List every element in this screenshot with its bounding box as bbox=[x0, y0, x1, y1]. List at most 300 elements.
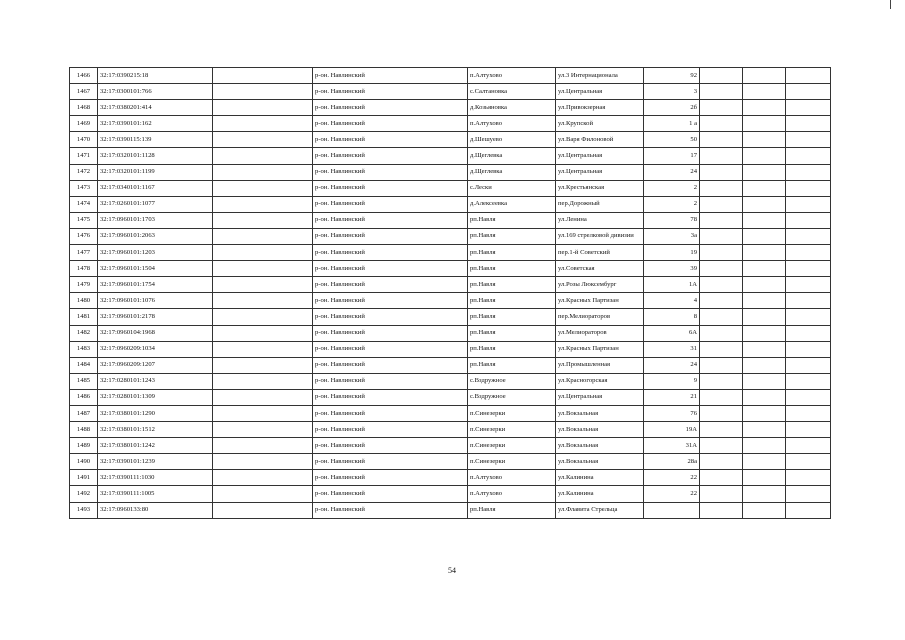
empty-cell bbox=[213, 502, 313, 518]
extra-cell bbox=[786, 148, 831, 164]
house-number-cell: 3а bbox=[644, 228, 700, 244]
row-number-cell: 1489 bbox=[70, 438, 98, 454]
district-cell: р-он. Навлинский bbox=[313, 293, 468, 309]
house-number-cell: 2 bbox=[644, 180, 700, 196]
extra-cell bbox=[743, 405, 786, 421]
page-number: 54 bbox=[448, 566, 456, 575]
empty-cell bbox=[213, 68, 313, 84]
row-number-cell: 1490 bbox=[70, 454, 98, 470]
settlement-cell: с.Вздружное bbox=[468, 389, 556, 405]
extra-cell bbox=[743, 438, 786, 454]
extra-cell bbox=[786, 228, 831, 244]
district-cell: р-он. Навлинский bbox=[313, 341, 468, 357]
extra-cell bbox=[700, 261, 743, 277]
district-cell: р-он. Навлинский bbox=[313, 228, 468, 244]
district-cell: р-он. Навлинский bbox=[313, 373, 468, 389]
house-number-cell: 1 а bbox=[644, 116, 700, 132]
cadastral-number-cell: 32:17:0960101:2178 bbox=[98, 309, 213, 325]
extra-cell bbox=[743, 196, 786, 212]
district-cell: р-он. Навлинский bbox=[313, 164, 468, 180]
settlement-cell: рп.Навля bbox=[468, 325, 556, 341]
district-cell: р-он. Навлинский bbox=[313, 309, 468, 325]
table-row bbox=[70, 502, 831, 518]
row-number-cell: 1487 bbox=[70, 405, 98, 421]
extra-cell bbox=[786, 373, 831, 389]
extra-cell bbox=[786, 245, 831, 261]
extra-cell bbox=[743, 309, 786, 325]
extra-cell bbox=[743, 341, 786, 357]
extra-cell bbox=[700, 196, 743, 212]
district-cell: р-он. Навлинский bbox=[313, 148, 468, 164]
extra-cell bbox=[786, 84, 831, 100]
table-row bbox=[70, 132, 831, 148]
empty-cell bbox=[213, 84, 313, 100]
street-cell: пер.1-й Советский bbox=[556, 245, 644, 261]
empty-cell bbox=[213, 357, 313, 373]
street-cell: ул.Розы Люксембург bbox=[556, 277, 644, 293]
house-number-cell: 17 bbox=[644, 148, 700, 164]
extra-cell bbox=[700, 438, 743, 454]
row-number-cell: 1481 bbox=[70, 309, 98, 325]
extra-cell bbox=[786, 405, 831, 421]
house-number-cell: 28а bbox=[644, 454, 700, 470]
scan-edge-mark bbox=[890, 0, 891, 9]
row-number-cell: 1469 bbox=[70, 116, 98, 132]
extra-cell bbox=[786, 116, 831, 132]
table-row bbox=[70, 261, 831, 277]
cadastral-number-cell: 32:17:0320101:1199 bbox=[98, 164, 213, 180]
district-cell: р-он. Навлинский bbox=[313, 438, 468, 454]
settlement-cell: рп.Навля bbox=[468, 212, 556, 228]
row-number-cell: 1485 bbox=[70, 373, 98, 389]
house-number-cell: 2 bbox=[644, 196, 700, 212]
empty-cell bbox=[213, 293, 313, 309]
extra-cell bbox=[700, 293, 743, 309]
table-row bbox=[70, 325, 831, 341]
row-number-cell: 1466 bbox=[70, 68, 98, 84]
row-number-cell: 1471 bbox=[70, 148, 98, 164]
street-cell: пер.Мелиораторов bbox=[556, 309, 644, 325]
extra-cell bbox=[786, 389, 831, 405]
street-cell: ул.Крестьянская bbox=[556, 180, 644, 196]
extra-cell bbox=[786, 277, 831, 293]
house-number-cell: 76 bbox=[644, 405, 700, 421]
extra-cell bbox=[786, 132, 831, 148]
row-number-cell: 1478 bbox=[70, 261, 98, 277]
table-row bbox=[70, 116, 831, 132]
table-row bbox=[70, 164, 831, 180]
house-number-cell: 6А bbox=[644, 325, 700, 341]
empty-cell bbox=[213, 454, 313, 470]
registry-table-body bbox=[70, 68, 831, 519]
district-cell: р-он. Навлинский bbox=[313, 486, 468, 502]
street-cell: ул.Варя Филоновой bbox=[556, 132, 644, 148]
house-number-cell: 22 bbox=[644, 470, 700, 486]
extra-cell bbox=[700, 228, 743, 244]
cadastral-number-cell: 32:17:0960101:2063 bbox=[98, 228, 213, 244]
extra-cell bbox=[700, 341, 743, 357]
cadastral-number-cell: 32:17:0260101:1077 bbox=[98, 196, 213, 212]
table-row bbox=[70, 405, 831, 421]
row-number-cell: 1492 bbox=[70, 486, 98, 502]
house-number-cell: 3 bbox=[644, 84, 700, 100]
empty-cell bbox=[213, 116, 313, 132]
cadastral-number-cell: 32:17:0390115:139 bbox=[98, 132, 213, 148]
street-cell: ул.169 стрелковой дивизии bbox=[556, 228, 644, 244]
extra-cell bbox=[743, 470, 786, 486]
row-number-cell: 1488 bbox=[70, 422, 98, 438]
district-cell: р-он. Навлинский bbox=[313, 470, 468, 486]
table-row bbox=[70, 309, 831, 325]
empty-cell bbox=[213, 341, 313, 357]
row-number-cell: 1480 bbox=[70, 293, 98, 309]
district-cell: р-он. Навлинский bbox=[313, 261, 468, 277]
table-row bbox=[70, 100, 831, 116]
street-cell: ул.Ленина bbox=[556, 212, 644, 228]
street-cell: ул.Центральная bbox=[556, 148, 644, 164]
empty-cell bbox=[213, 148, 313, 164]
settlement-cell: д.Козьяновка bbox=[468, 100, 556, 116]
house-number-cell: 31 bbox=[644, 341, 700, 357]
house-number-cell: 92 bbox=[644, 68, 700, 84]
table-row bbox=[70, 389, 831, 405]
settlement-cell: д.Щеглевка bbox=[468, 164, 556, 180]
extra-cell bbox=[700, 212, 743, 228]
extra-cell bbox=[743, 116, 786, 132]
cadastral-number-cell: 32:17:0380201:414 bbox=[98, 100, 213, 116]
cadastral-number-cell: 32:17:0320101:1128 bbox=[98, 148, 213, 164]
street-cell: ул.Калинина bbox=[556, 470, 644, 486]
table-row bbox=[70, 68, 831, 84]
empty-cell bbox=[213, 180, 313, 196]
extra-cell bbox=[700, 180, 743, 196]
district-cell: р-он. Навлинский bbox=[313, 132, 468, 148]
settlement-cell: рп.Навля bbox=[468, 309, 556, 325]
extra-cell bbox=[786, 470, 831, 486]
row-number-cell: 1472 bbox=[70, 164, 98, 180]
district-cell: р-он. Навлинский bbox=[313, 405, 468, 421]
empty-cell bbox=[213, 438, 313, 454]
empty-cell bbox=[213, 325, 313, 341]
extra-cell bbox=[786, 261, 831, 277]
extra-cell bbox=[700, 68, 743, 84]
cadastral-number-cell: 32:17:0960133:80 bbox=[98, 502, 213, 518]
empty-cell bbox=[213, 261, 313, 277]
extra-cell bbox=[743, 486, 786, 502]
house-number-cell: 9 bbox=[644, 373, 700, 389]
table-row bbox=[70, 373, 831, 389]
extra-cell bbox=[786, 325, 831, 341]
settlement-cell: рп.Навля bbox=[468, 341, 556, 357]
extra-cell bbox=[786, 502, 831, 518]
extra-cell bbox=[786, 100, 831, 116]
cadastral-number-cell: 32:17:0390111:1005 bbox=[98, 486, 213, 502]
street-cell: ул.Крупской bbox=[556, 116, 644, 132]
settlement-cell: рп.Навля bbox=[468, 502, 556, 518]
settlement-cell: п.Алтухово bbox=[468, 116, 556, 132]
extra-cell bbox=[743, 245, 786, 261]
empty-cell bbox=[213, 132, 313, 148]
extra-cell bbox=[700, 373, 743, 389]
settlement-cell: рп.Навля bbox=[468, 261, 556, 277]
street-cell: ул.3 Интернационала bbox=[556, 68, 644, 84]
extra-cell bbox=[700, 277, 743, 293]
row-number-cell: 1467 bbox=[70, 84, 98, 100]
extra-cell bbox=[786, 422, 831, 438]
house-number-cell: 22 bbox=[644, 486, 700, 502]
cadastral-number-cell: 32:17:0390101:1239 bbox=[98, 454, 213, 470]
table-row bbox=[70, 422, 831, 438]
extra-cell bbox=[786, 164, 831, 180]
house-number-cell: 78 bbox=[644, 212, 700, 228]
district-cell: р-он. Навлинский bbox=[313, 245, 468, 261]
extra-cell bbox=[743, 164, 786, 180]
extra-cell bbox=[743, 277, 786, 293]
empty-cell bbox=[213, 212, 313, 228]
settlement-cell: п.Алтухово bbox=[468, 68, 556, 84]
cadastral-number-cell: 32:17:0280101:1309 bbox=[98, 389, 213, 405]
empty-cell bbox=[213, 164, 313, 180]
row-number-cell: 1473 bbox=[70, 180, 98, 196]
extra-cell bbox=[700, 164, 743, 180]
cadastral-number-cell: 32:17:0960101:1203 bbox=[98, 245, 213, 261]
house-number-cell: 50 bbox=[644, 132, 700, 148]
house-number-cell: 19 bbox=[644, 245, 700, 261]
district-cell: р-он. Навлинский bbox=[313, 325, 468, 341]
extra-cell bbox=[700, 389, 743, 405]
street-cell: ул.Вокзальная bbox=[556, 422, 644, 438]
extra-cell bbox=[743, 325, 786, 341]
row-number-cell: 1486 bbox=[70, 389, 98, 405]
house-number-cell: 24 bbox=[644, 357, 700, 373]
cadastral-number-cell: 32:17:0960101:1754 bbox=[98, 277, 213, 293]
district-cell: р-он. Навлинский bbox=[313, 502, 468, 518]
house-number-cell: 39 bbox=[644, 261, 700, 277]
extra-cell bbox=[786, 438, 831, 454]
extra-cell bbox=[743, 68, 786, 84]
cadastral-number-cell: 32:17:0340101:1167 bbox=[98, 180, 213, 196]
extra-cell bbox=[700, 132, 743, 148]
extra-cell bbox=[786, 454, 831, 470]
district-cell: р-он. Навлинский bbox=[313, 277, 468, 293]
table-row bbox=[70, 293, 831, 309]
empty-cell bbox=[213, 486, 313, 502]
row-number-cell: 1470 bbox=[70, 132, 98, 148]
street-cell: ул.Вокзальная bbox=[556, 405, 644, 421]
extra-cell bbox=[700, 357, 743, 373]
table-row bbox=[70, 438, 831, 454]
district-cell: р-он. Навлинский bbox=[313, 454, 468, 470]
row-number-cell: 1479 bbox=[70, 277, 98, 293]
settlement-cell: с.Вздружное bbox=[468, 373, 556, 389]
table-row bbox=[70, 454, 831, 470]
house-number-cell: 2б bbox=[644, 100, 700, 116]
street-cell: ул.Красных Партизан bbox=[556, 341, 644, 357]
cadastral-number-cell: 32:17:0960209:1034 bbox=[98, 341, 213, 357]
extra-cell bbox=[700, 148, 743, 164]
extra-cell bbox=[743, 261, 786, 277]
extra-cell bbox=[786, 293, 831, 309]
extra-cell bbox=[743, 228, 786, 244]
extra-cell bbox=[700, 486, 743, 502]
extra-cell bbox=[786, 212, 831, 228]
settlement-cell: рп.Навля bbox=[468, 293, 556, 309]
settlement-cell: п.Синезерки bbox=[468, 454, 556, 470]
extra-cell bbox=[700, 470, 743, 486]
street-cell: ул.Промышленная bbox=[556, 357, 644, 373]
settlement-cell: рп.Навля bbox=[468, 245, 556, 261]
district-cell: р-он. Навлинский bbox=[313, 84, 468, 100]
street-cell: ул.Центральная bbox=[556, 389, 644, 405]
cadastral-number-cell: 32:17:0390101:162 bbox=[98, 116, 213, 132]
extra-cell bbox=[700, 245, 743, 261]
extra-cell bbox=[700, 325, 743, 341]
district-cell: р-он. Навлинский bbox=[313, 196, 468, 212]
extra-cell bbox=[743, 454, 786, 470]
district-cell: р-он. Навлинский bbox=[313, 389, 468, 405]
extra-cell bbox=[743, 373, 786, 389]
extra-cell bbox=[743, 422, 786, 438]
street-cell: ул.Вокзальная bbox=[556, 438, 644, 454]
table-row bbox=[70, 341, 831, 357]
house-number-cell: 31А bbox=[644, 438, 700, 454]
street-cell: ул.Привокзерная bbox=[556, 100, 644, 116]
empty-cell bbox=[213, 245, 313, 261]
district-cell: р-он. Навлинский bbox=[313, 116, 468, 132]
extra-cell bbox=[786, 486, 831, 502]
extra-cell bbox=[743, 100, 786, 116]
house-number-cell: 21 bbox=[644, 389, 700, 405]
settlement-cell: п.Синезерки bbox=[468, 405, 556, 421]
extra-cell bbox=[743, 84, 786, 100]
district-cell: р-он. Навлинский bbox=[313, 180, 468, 196]
empty-cell bbox=[213, 389, 313, 405]
settlement-cell: п.Алтухово bbox=[468, 486, 556, 502]
street-cell: ул.Флавита Стрельца bbox=[556, 502, 644, 518]
empty-cell bbox=[213, 405, 313, 421]
extra-cell bbox=[743, 132, 786, 148]
district-cell: р-он. Навлинский bbox=[313, 357, 468, 373]
table-row bbox=[70, 148, 831, 164]
row-number-cell: 1476 bbox=[70, 228, 98, 244]
extra-cell bbox=[700, 84, 743, 100]
extra-cell bbox=[786, 196, 831, 212]
settlement-cell: с.Лески bbox=[468, 180, 556, 196]
extra-cell bbox=[700, 502, 743, 518]
cadastral-number-cell: 32:17:0300101:766 bbox=[98, 84, 213, 100]
cadastral-number-cell: 32:17:0960101:1076 bbox=[98, 293, 213, 309]
street-cell: ул.Центральная bbox=[556, 164, 644, 180]
empty-cell bbox=[213, 309, 313, 325]
extra-cell bbox=[743, 389, 786, 405]
empty-cell bbox=[213, 373, 313, 389]
cadastral-number-cell: 32:17:0380101:1290 bbox=[98, 405, 213, 421]
cadastral-number-cell: 32:17:0960101:1703 bbox=[98, 212, 213, 228]
extra-cell bbox=[700, 116, 743, 132]
extra-cell bbox=[700, 422, 743, 438]
settlement-cell: д.Шешуево bbox=[468, 132, 556, 148]
table-row bbox=[70, 486, 831, 502]
row-number-cell: 1475 bbox=[70, 212, 98, 228]
row-number-cell: 1491 bbox=[70, 470, 98, 486]
extra-cell bbox=[786, 357, 831, 373]
table-row bbox=[70, 228, 831, 244]
settlement-cell: п.Синезерки bbox=[468, 422, 556, 438]
extra-cell bbox=[700, 309, 743, 325]
extra-cell bbox=[786, 68, 831, 84]
cadastral-number-cell: 32:17:0390111:1030 bbox=[98, 470, 213, 486]
table-row bbox=[70, 277, 831, 293]
street-cell: ул.Центральная bbox=[556, 84, 644, 100]
row-number-cell: 1493 bbox=[70, 502, 98, 518]
settlement-cell: д.Алексеевка bbox=[468, 196, 556, 212]
cadastral-number-cell: 32:17:0960209:1207 bbox=[98, 357, 213, 373]
cadastral-number-cell: 32:17:0960104:1968 bbox=[98, 325, 213, 341]
district-cell: р-он. Навлинский bbox=[313, 422, 468, 438]
row-number-cell: 1484 bbox=[70, 357, 98, 373]
row-number-cell: 1474 bbox=[70, 196, 98, 212]
settlement-cell: д.Щеглевка bbox=[468, 148, 556, 164]
cadastral-number-cell: 32:17:0380101:1242 bbox=[98, 438, 213, 454]
settlement-cell: п.Алтухово bbox=[468, 470, 556, 486]
empty-cell bbox=[213, 196, 313, 212]
extra-cell bbox=[700, 100, 743, 116]
cadastral-number-cell: 32:17:0380101:1512 bbox=[98, 422, 213, 438]
street-cell: ул.Советская bbox=[556, 261, 644, 277]
district-cell: р-он. Навлинский bbox=[313, 212, 468, 228]
table-row bbox=[70, 84, 831, 100]
settlement-cell: рп.Навля bbox=[468, 228, 556, 244]
house-number-cell: 8 bbox=[644, 309, 700, 325]
extra-cell bbox=[700, 454, 743, 470]
district-cell: р-он. Навлинский bbox=[313, 100, 468, 116]
street-cell: ул.Мелиораторов bbox=[556, 325, 644, 341]
row-number-cell: 1468 bbox=[70, 100, 98, 116]
empty-cell bbox=[213, 100, 313, 116]
extra-cell bbox=[786, 309, 831, 325]
street-cell: ул.Калинина bbox=[556, 486, 644, 502]
street-cell: ул.Вокзальная bbox=[556, 454, 644, 470]
street-cell: ул.Красных Партизан bbox=[556, 293, 644, 309]
cadastral-number-cell: 32:17:0960101:1504 bbox=[98, 261, 213, 277]
house-number-cell bbox=[644, 502, 700, 518]
empty-cell bbox=[213, 470, 313, 486]
table-row bbox=[70, 196, 831, 212]
table-row bbox=[70, 212, 831, 228]
house-number-cell: 1А bbox=[644, 277, 700, 293]
table-row bbox=[70, 180, 831, 196]
extra-cell bbox=[786, 341, 831, 357]
house-number-cell: 4 bbox=[644, 293, 700, 309]
table-row bbox=[70, 470, 831, 486]
row-number-cell: 1477 bbox=[70, 245, 98, 261]
settlement-cell: п.Синезерки bbox=[468, 438, 556, 454]
street-cell: ул.Красногорская bbox=[556, 373, 644, 389]
district-cell: р-он. Навлинский bbox=[313, 68, 468, 84]
extra-cell bbox=[786, 180, 831, 196]
row-number-cell: 1483 bbox=[70, 341, 98, 357]
cadastral-number-cell: 32:17:0390215:18 bbox=[98, 68, 213, 84]
empty-cell bbox=[213, 228, 313, 244]
street-cell: пер.Дорожный bbox=[556, 196, 644, 212]
house-number-cell: 24 bbox=[644, 164, 700, 180]
settlement-cell: рп.Навля bbox=[468, 277, 556, 293]
settlement-cell: рп.Навля bbox=[468, 357, 556, 373]
cadastral-number-cell: 32:17:0280101:1243 bbox=[98, 373, 213, 389]
extra-cell bbox=[743, 502, 786, 518]
extra-cell bbox=[743, 293, 786, 309]
extra-cell bbox=[743, 357, 786, 373]
